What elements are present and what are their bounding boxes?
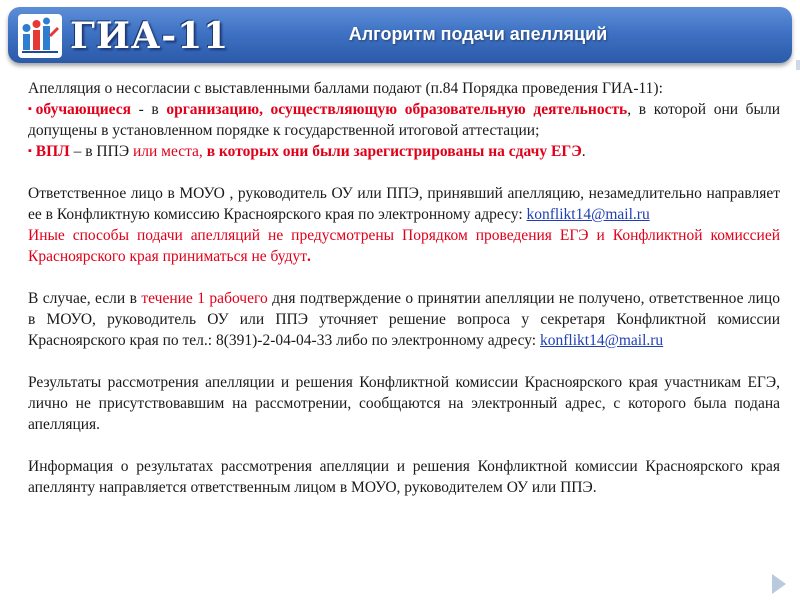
vpl-term: ВПЛ [35,143,70,160]
deadline-paragraph [28,288,780,351]
email-link[interactable]: konflikt14@mail.ru [526,206,650,223]
bullet1-text-b: - в [131,101,167,118]
gia-emblem-icon [18,14,62,58]
warning-paragraph [28,225,780,267]
gia-logo [18,12,248,60]
bullet2-text-b: – в ППЭ [69,143,133,160]
warning-end: . [306,248,311,265]
bullet-students [28,99,780,141]
responsible-paragraph [28,183,780,225]
organization-term: организацию, осуществляющую образовательную деятельность [166,101,628,118]
bullet-icon: ▪ [28,103,36,115]
deadline-text-a: В случае, если в [28,290,142,307]
registered-term: в которых они были зарегистрированы на сдачу ЕГЭ [206,143,582,160]
next-slide-icon[interactable] [772,574,786,594]
bullet2-text-c: или места, [132,143,207,160]
warning-text: Иные способы подачи апелляций не предусмотрены Порядком проведения ЕГЭ и Конфликтной комиссией Красноярского края приниматься не будут [28,227,780,265]
document-body [28,78,780,498]
logo-text: ГИА-11 [70,15,230,57]
bullet-vpl [28,141,780,162]
email-link[interactable]: konflikt14@mail.ru [539,332,664,349]
results-paragraph: Результаты рассмотрения апелляции и решения Конфликтной комиссии Красноярского края участникам ЕГЭ, лично не присутствовавшим на рассмотрении, сообщаются на электронный адрес, с которого была подана апелляция. [28,374,780,433]
deadline-term: течение 1 рабочего [141,290,268,307]
intro-paragraph: Апелляция о несогласии с выставленными баллами подают (п.84 Порядка проведения ГИА-11): [28,80,663,97]
header-banner [8,7,792,63]
responsible-text: Ответственное лицо в МОУО , руководитель ОУ или ППЭ, принявший апелляцию, незамедлительно направляет ее в Конфликтную комиссию Красноярского края по электронному адресу: [28,185,780,223]
bullet1-text-d: , в которой они были допущены в установленном порядке к государственной итоговой аттестации; [28,101,781,139]
information-paragraph: Информация о результатах рассмотрения апелляции и решения Конфликтной комиссии Красноярского края апеллянту направляется ответственным лицом в МОУО, руководителем ОУ или ППЭ. [28,458,780,496]
edge-mark [796,60,800,70]
deadline-text-c: дня подтверждение о принятии апелляции не получено, ответственное лицо в МОУО, руководитель ОУ или ППЭ уточняет решение вопроса у секретаря Конфликтной комиссии Красноярского края по тел.: 8(391)-2-04-04-33 либо по электронному адресу: [28,290,780,349]
bullet2-text-e: . [581,143,586,160]
page-title: Алгоритм подачи апелляций [348,24,608,44]
students-term: обучающиеся [35,101,132,118]
bullet-icon: ▪ [28,145,32,157]
